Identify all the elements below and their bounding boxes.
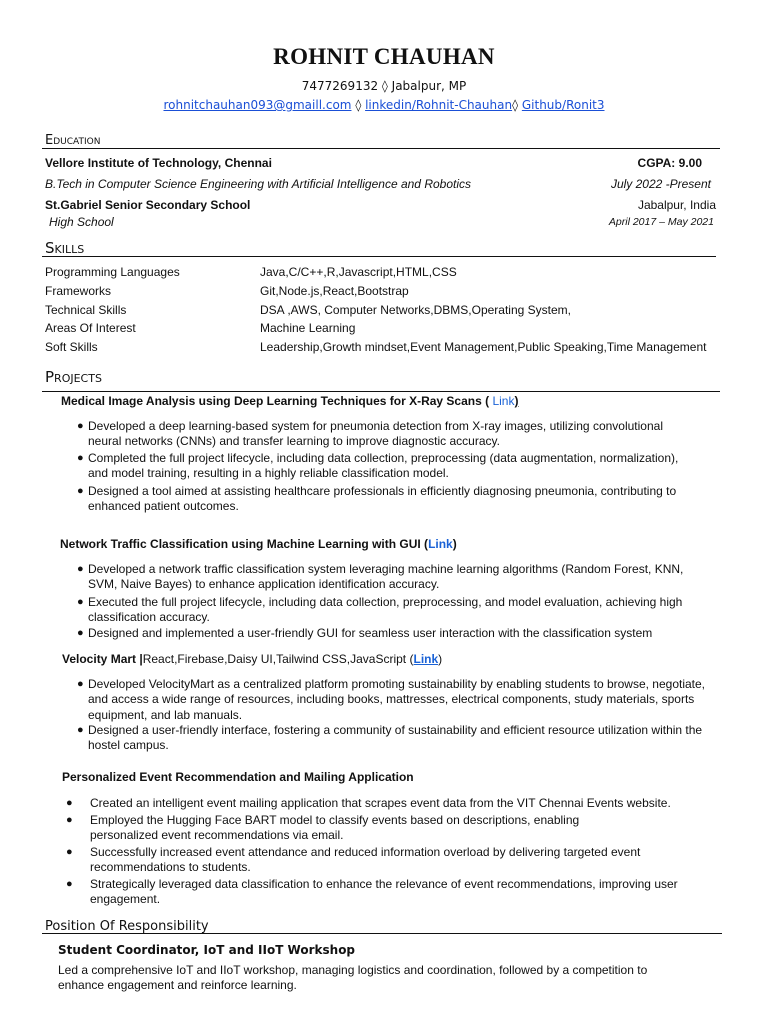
- bullet-dot: ●: [77, 420, 84, 432]
- bullet-dot: ●: [66, 878, 73, 890]
- edu-date-vit: July 2022 -Present: [610, 177, 711, 191]
- email-link[interactable]: rohnitchauhan093@gmaill.com: [163, 98, 352, 112]
- por-rule: [42, 933, 722, 934]
- skill-label: Areas Of Interest: [45, 321, 136, 335]
- project-title-velocity: [62, 652, 442, 666]
- paren: ): [514, 394, 519, 408]
- paren: ): [452, 537, 457, 551]
- bullet-text: Designed a tool aimed at assisting healthcare professionals in efficiently diagnosing pneumonia, contributing to enhanced patient outcomes.: [88, 484, 677, 514]
- bullet-text: Completed the full project lifecycle, including data collection, preprocessing (data augmentation, normalization), and model training, resulting in a highly reliable classification model.: [88, 451, 679, 481]
- education-rule: [42, 148, 720, 149]
- bullet-text: Developed VelocityMart as a centralized platform promoting sustainability by enabling students to browse, negotiate, and access a wide range of resources, including books, mattresses, electrical components, study materials, sports equipment, and lab manuals.: [88, 677, 706, 722]
- bullet-text: Executed the full project lifecycle, including data collection, preprocessing, and model evaluation, achieving high classification accuracy.: [88, 595, 683, 625]
- skill-label: Frameworks: [45, 284, 112, 298]
- skill-value: Machine Learning: [260, 321, 356, 335]
- bullet-dot: ●: [77, 596, 84, 608]
- skill-value: Git,Node.js,React,Bootstrap: [260, 284, 409, 298]
- resume-name: ROHNIT CHAUHAN: [273, 44, 495, 69]
- por-title: Student Coordinator, IoT and IIoT Workshop: [58, 943, 356, 957]
- skill-value: Java,C/C++,R,Javascript,HTML,CSS: [260, 265, 457, 279]
- skill-value: DSA ,AWS, Computer Networks,DBMS,Operating System,: [260, 303, 571, 317]
- project-stack: React,Firebase,Daisy UI,Tailwind CSS,JavaScript (: [142, 652, 414, 666]
- projects-heading: Projects: [45, 368, 102, 386]
- project-title-event: Personalized Event Recommendation and Mailing Application: [62, 770, 414, 784]
- skills-heading: Skills: [45, 239, 85, 257]
- edu-date-hs: April 2017 – May 2021: [608, 216, 714, 228]
- por-heading: Position Of Responsibility: [45, 919, 209, 934]
- bullet-dot: ●: [77, 563, 84, 575]
- skills-rule: [42, 256, 716, 257]
- bullet-dot: ●: [77, 485, 84, 497]
- separator: ◊: [512, 98, 519, 112]
- por-description: Led a comprehensive IoT and IIoT workshop, managing logistics and coordination, followed by a competition to enhance engagement and reinforce learning.: [58, 963, 648, 993]
- bullet-dot: ●: [66, 814, 73, 826]
- skill-label: Soft Skills: [45, 340, 98, 354]
- bullet-dot: ●: [77, 678, 84, 690]
- project-title-network: [60, 537, 457, 551]
- linkedin-link[interactable]: linkedin/Rohnit-Chauhan: [365, 98, 513, 112]
- project-title-text: Network Traffic Classification using Machine Learning with GUI (: [60, 537, 429, 551]
- skill-value: Leadership,Growth mindset,Event Management,Public Speaking,Time Management: [260, 340, 707, 354]
- edu-degree-hs: High School: [49, 215, 114, 229]
- bullet-dot: ●: [77, 724, 84, 736]
- bullet-dot: ●: [77, 452, 84, 464]
- education-heading: Education: [45, 133, 101, 148]
- bullet-text: Developed a deep learning-based system for pneumonia detection from X-ray images, utilizing convolutional neural networks (CNNs) and transfer learning to improve diagnostic accuracy.: [88, 419, 663, 449]
- bullet-dot: ●: [66, 797, 73, 809]
- bullet-text: Designed and implemented a user-friendly GUI for seamless user interaction with the classification system: [88, 626, 653, 640]
- edu-school-vit: Vellore Institute of Technology, Chennai: [45, 156, 272, 170]
- edu-location: Jabalpur, India: [637, 198, 716, 212]
- project-title-medical: [61, 394, 518, 408]
- edu-school-stgabriel: St.Gabriel Senior Secondary School: [45, 198, 251, 212]
- project-link[interactable]: Link: [492, 394, 515, 408]
- bullet-text: Employed the Hugging Face BART model to classify events based on descriptions, enabling personalized event recommendations via email.: [90, 813, 580, 843]
- project-link[interactable]: Link: [428, 537, 453, 551]
- project-link[interactable]: Link: [413, 652, 439, 666]
- bullet-text: Successfully increased event attendance and reduced information overload by delivering targeted event recommendations to students.: [90, 845, 641, 875]
- projects-rule: [42, 391, 720, 392]
- skill-label: Programming Languages: [45, 265, 180, 279]
- bullet-text: Strategically leveraged data classification to enhance the relevance of event recommendations, improving user engagement.: [90, 877, 678, 907]
- bullet-text: Designed a user-friendly interface, fostering a community of sustainability and efficient resource utilization within the hostel campus.: [88, 723, 703, 753]
- links-line: [0, 98, 768, 112]
- project-title-text: Velocity Mart |: [62, 652, 143, 666]
- separator: ◊: [355, 98, 362, 112]
- skill-label: Technical Skills: [45, 303, 127, 317]
- paren: ): [438, 652, 443, 666]
- project-title-text: Medical Image Analysis using Deep Learning Techniques for X-Ray Scans (: [61, 394, 490, 408]
- bullet-dot: ●: [77, 627, 84, 639]
- bullet-dot: ●: [66, 846, 73, 858]
- bullet-text: Developed a network traffic classification system leveraging machine learning algorithms (Random Forest, KNN, SVM, Naive Bayes) to enhance application identification accuracy.: [88, 562, 684, 592]
- bullet-text: Created an intelligent event mailing application that scrapes event data from the VIT Chennai Events website.: [90, 796, 671, 810]
- edu-degree-vit: B.Tech in Computer Science Engineering with Artificial Intelligence and Robotics: [45, 177, 472, 191]
- github-link[interactable]: Github/Ronit3: [521, 98, 605, 112]
- edu-cgpa: CGPA: 9.00: [637, 156, 702, 170]
- contact-line: 7477269132 ◊ Jabalpur, MP: [301, 79, 467, 93]
